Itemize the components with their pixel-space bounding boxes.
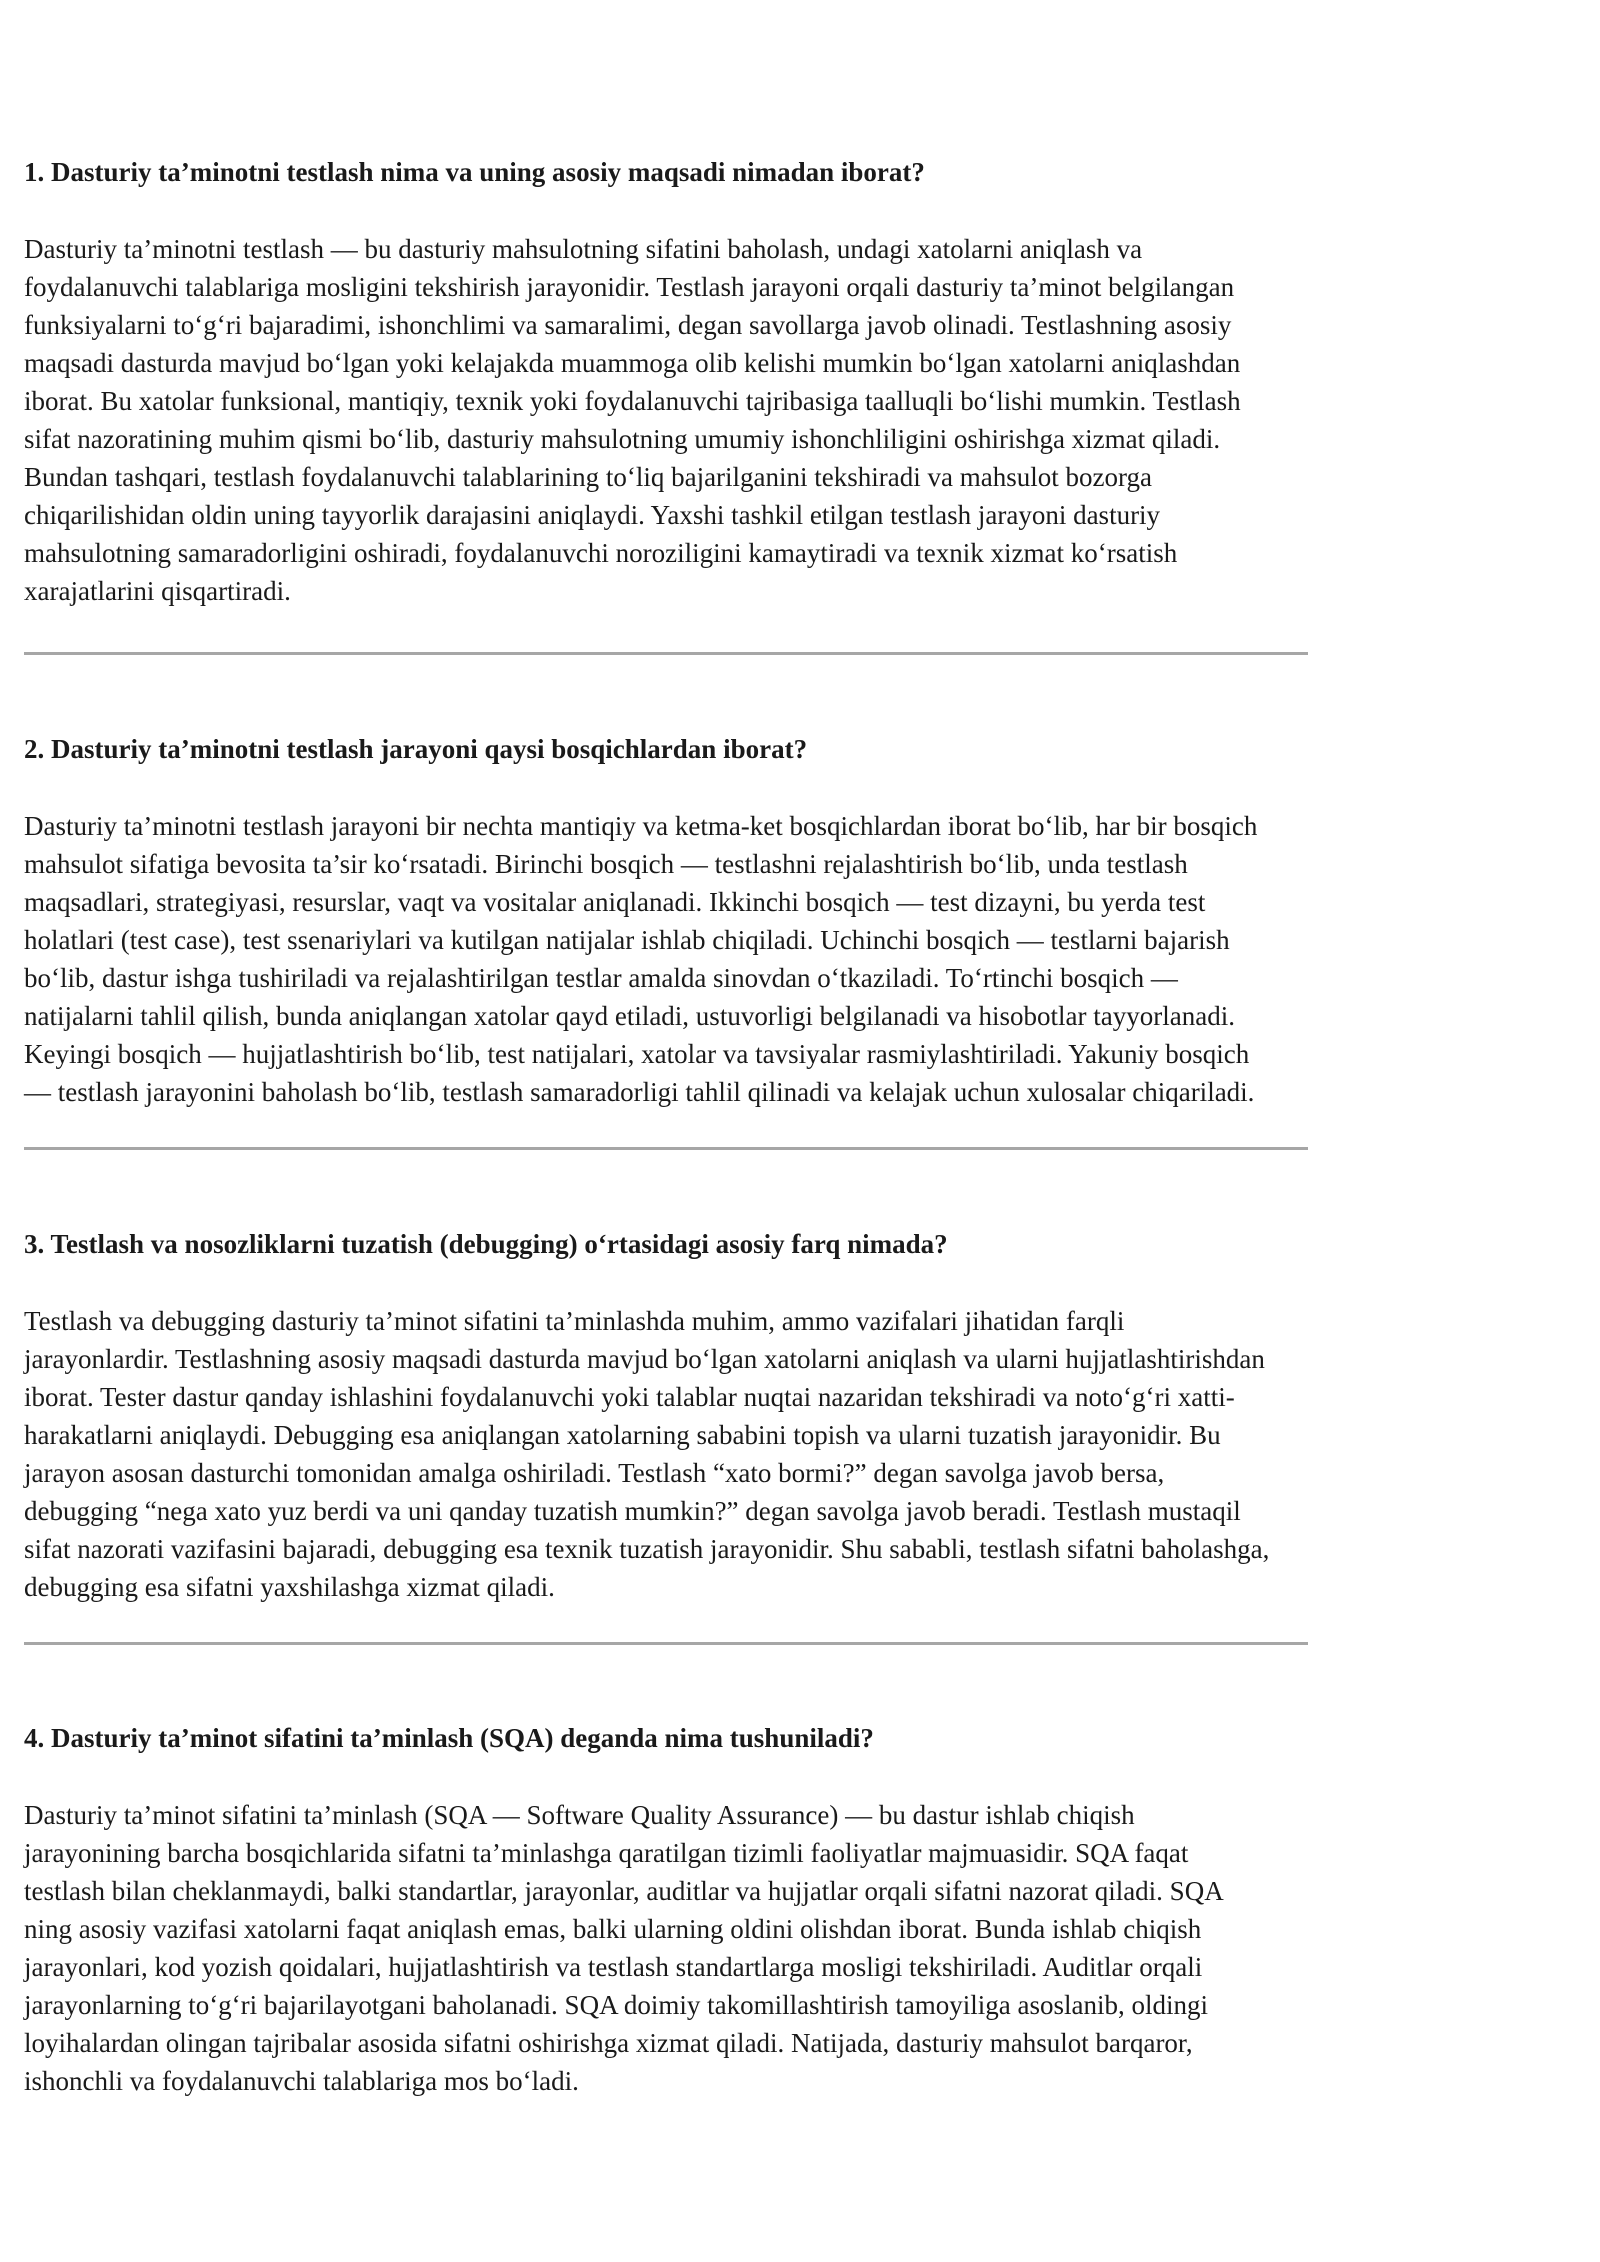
answer-line: iborat. Bu xatolar funksional, mantiqiy, texnik yoki foydalanuvchi tajribasiga taalluqli bo‘lishi mumkin. Testlash (24, 386, 1241, 416)
section-2 (24, 731, 1576, 1107)
answer-line: jarayonlari, kod yozish qoidalari, hujjatlashtirish va testlash standartlarga mosligi tekshiriladi. Auditlar orqali (24, 1952, 1203, 1982)
answer-line: Dasturiy ta’minot sifatini ta’minlash (SQA — Software Quality Assurance) — bu dastur ishlab chiqish (24, 1800, 1135, 1830)
answer-line: Testlash va debugging dasturiy ta’minot sifatini ta’minlashda muhim, ammo vazifalari jihatidan farqli (24, 1306, 1125, 1336)
answer-line: sifat nazorati vazifasini bajaradi, debugging esa texnik tuzatish jarayonidir. Shu sababli, testlash sifatni baholashga, (24, 1534, 1270, 1564)
answer-line: jarayon asosan dasturchi tomonidan amalga oshiriladi. Testlash “xato bormi?” degan savolga javob bersa, (24, 1458, 1165, 1488)
question-heading: 4. Dasturiy ta’minot sifatini ta’minlash (SQA) deganda nima tushuniladi? (24, 1723, 874, 1753)
section-divider (24, 1642, 1308, 1645)
answer-line: testlash bilan cheklanmaydi, balki standartlar, jarayonlar, auditlar va hujjatlar orqali sifatni nazorat qiladi. SQA (24, 1876, 1224, 1906)
answer-line: debugging “nega xato yuz berdi va uni qanday tuzatish mumkin?” degan savolga javob beradi. Testlash mustaqil (24, 1496, 1241, 1526)
answer-line: Dasturiy ta’minotni testlash — bu dasturiy mahsulotning sifatini baholash, undagi xatolarni aniqlash va (24, 234, 1143, 264)
answer-line: holatlari (test case), test ssenariylari va kutilgan natijalar ishlab chiqiladi. Uchinchi bosqich — testlarni bajarish (24, 925, 1230, 955)
answer-paragraph (24, 1302, 1269, 1606)
answer-line: iborat. Tester dastur qanday ishlashini foydalanuvchi yoki talablar nuqtai nazaridan tekshiradi va noto‘g‘ri xatti- (24, 1382, 1235, 1412)
section-4 (24, 1720, 1576, 2096)
answer-line: jarayonlardir. Testlashning asosiy maqsadi dasturda mavjud bo‘lgan xatolarni aniqlash va ularni hujjatlashtirishdan (24, 1344, 1265, 1374)
answer-line: sifat nazoratining muhim qismi bo‘lib, dasturiy mahsulotning umumiy ishonchliligini oshirishga xizmat qiladi. (24, 424, 1221, 454)
section-1 (24, 154, 1576, 606)
answer-line: harakatlarni aniqlaydi. Debugging esa aniqlangan xatolarning sababini topish va ularni tuzatish jarayonidir. Bu (24, 1420, 1221, 1450)
answer-line: bo‘lib, dastur ishga tushiriladi va rejalashtirilgan testlar amalda sinovdan o‘tkaziladi. To‘rtinchi bosqich — (24, 963, 1178, 993)
section-divider (24, 1147, 1308, 1150)
question-heading: 2. Dasturiy ta’minotni testlash jarayoni qaysi bosqichlardan iborat? (24, 734, 808, 764)
answer-line: jarayonining barcha bosqichlarida sifatni ta’minlashga qaratilgan tizimli faoliyatlar majmuasidir. SQA faqat (24, 1838, 1189, 1868)
answer-line: debugging esa sifatni yaxshilashga xizmat qiladi. (24, 1572, 555, 1602)
answer-line: xarajatlarini qisqartiradi. (24, 576, 291, 606)
answer-line: — testlash jarayonini baholash bo‘lib, testlash samaradorligi tahlil qilinadi va kelajak uchun xulosalar chiqariladi. (24, 1077, 1255, 1107)
answer-line: natijalarni tahlil qilish, bunda aniqlangan xatolar qayd etiladi, ustuvorligi belgilanadi va hisobotlar tayyorlanadi. (24, 1001, 1235, 1031)
answer-line: mahsulotning samaradorligini oshiradi, foydalanuvchi noroziligini kamaytiradi va texnik xizmat ko‘rsatish (24, 538, 1178, 568)
answer-line: foydalanuvchi talablariga mosligini tekshirish jarayonidir. Testlash jarayoni orqali dasturiy ta’minot belgilangan (24, 272, 1235, 302)
answer-line: maqsadlari, strategiyasi, resurslar, vaqt va vositalar aniqlanadi. Ikkinchi bosqich — test dizayni, bu yerda test (24, 887, 1206, 917)
answer-paragraph (24, 1796, 1224, 2100)
answer-line: jarayonlarning to‘g‘ri bajarilayotgani baholanadi. SQA doimiy takomillashtirish tamoyiliga asoslanib, oldingi (24, 1990, 1209, 2020)
answer-line: ning asosiy vazifasi xatolarni faqat aniqlash emas, balki ularning oldini olishdan iborat. Bunda ishlab chiqish (24, 1914, 1202, 1944)
answer-line: maqsadi dasturda mavjud bo‘lgan yoki kelajakda muammoga olib kelishi mumkin bo‘lgan xatolarni aniqlashdan (24, 348, 1241, 378)
section-3 (24, 1226, 1576, 1602)
section-divider (24, 652, 1308, 655)
answer-line: loyihalardan olingan tajribalar asosida sifatni oshirishga xizmat qiladi. Natijada, dasturiy mahsulot barqaror, (24, 2028, 1193, 2058)
answer-line: funksiyalarni to‘g‘ri bajaradimi, ishonchlimi va samaralimi, degan savollarga javob olinadi. Testlashning asosiy (24, 310, 1232, 340)
answer-line: mahsulot sifatiga bevosita ta’sir ko‘rsatadi. Birinchi bosqich — testlashni rejalashtirish bo‘lib, unda testlash (24, 849, 1188, 879)
question-heading: 1. Dasturiy ta’minotni testlash nima va uning asosiy maqsadi nimadan iborat? (24, 157, 925, 187)
answer-line: ishonchli va foydalanuvchi talablariga mos bo‘ladi. (24, 2066, 579, 2096)
answer-paragraph (24, 230, 1241, 610)
answer-paragraph (24, 807, 1257, 1111)
answer-line: chiqarilishidan oldin uning tayyorlik darajasini aniqlaydi. Yaxshi tashkil etilgan testlash jarayoni dasturiy (24, 500, 1161, 530)
question-heading: 3. Testlash va nosozliklarni tuzatish (debugging) o‘rtasidagi asosiy farq nimada? (24, 1229, 948, 1259)
answer-line: Bundan tashqari, testlash foydalanuvchi talablarining to‘liq bajarilganini tekshiradi va mahsulot bozorga (24, 462, 1152, 492)
answer-line: Keyingi bosqich — hujjatlashtirish bo‘lib, test natijalari, xatolar va tavsiyalar rasmiylashtiriladi. Yakuniy bosqich (24, 1039, 1250, 1069)
answer-line: Dasturiy ta’minotni testlash jarayoni bir nechta mantiqiy va ketma-ket bosqichlardan iborat bo‘lib, har bir bosqich (24, 811, 1258, 841)
